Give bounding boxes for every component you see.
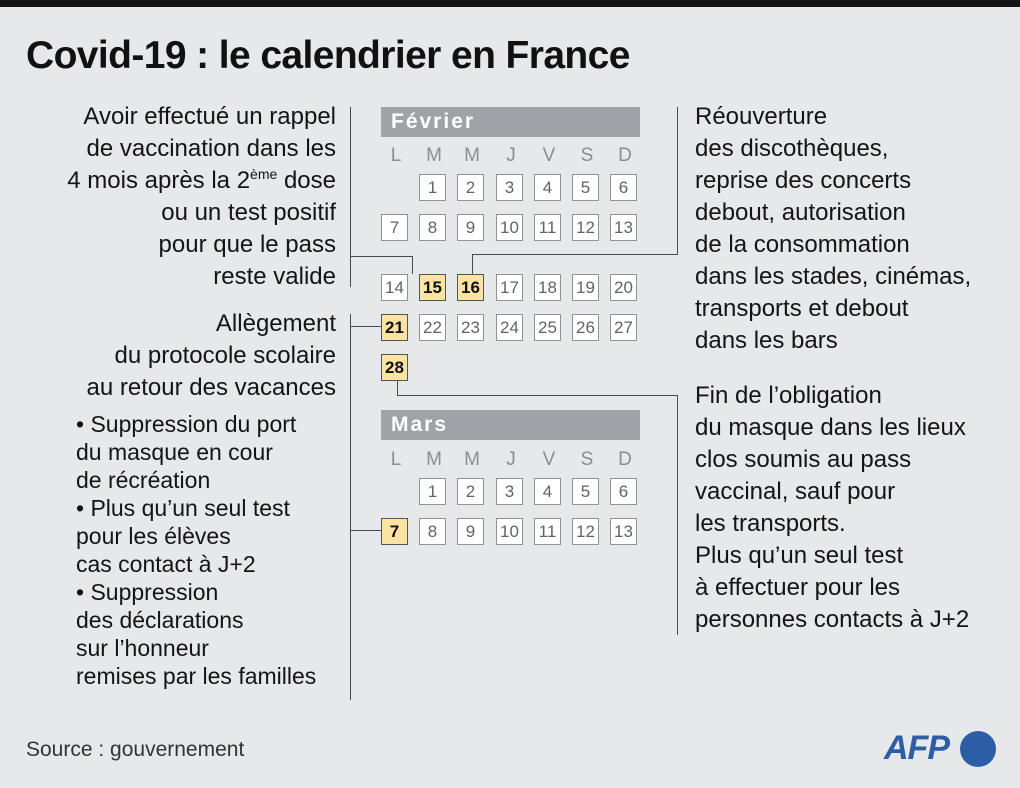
fevrier-day-16: 16 — [457, 274, 484, 301]
fevrier-weekday-6: D — [618, 145, 632, 166]
right-fin-line: du masque dans les lieux — [695, 414, 966, 441]
mars-weekday-3: J — [506, 449, 516, 470]
right-fin-line: les transports. — [695, 510, 846, 537]
mars-day-9: 9 — [457, 518, 484, 545]
fevrier-day-19: 19 — [572, 274, 599, 301]
fevrier-day-4: 4 — [534, 174, 561, 201]
fevrier-weekday-5: S — [580, 145, 594, 166]
mars-day-7: 7 — [381, 518, 408, 545]
right-fin-line: Fin de l’obligation — [695, 382, 882, 409]
source-note: Source : gouvernement — [26, 738, 245, 761]
mars-weekday-4: V — [542, 449, 556, 470]
fevrier-weekday-2: M — [464, 145, 480, 166]
rappel-line-5: pour que le pass — [158, 231, 336, 258]
allegement-bullet-line: des déclarations — [76, 607, 244, 633]
allegement-bullet-line: remises par les familles — [76, 663, 317, 689]
month-header-mars: Mars — [381, 410, 640, 440]
fevrier-day-25: 25 — [534, 314, 561, 341]
fevrier-weekday-4: V — [542, 145, 556, 166]
page-title: Covid-19 : le calendrier en France — [26, 34, 630, 77]
fevrier-day-26: 26 — [572, 314, 599, 341]
mars-weekday-6: D — [618, 449, 632, 470]
fevrier-day-8: 8 — [419, 214, 446, 241]
fevrier-weekday-3: J — [506, 145, 516, 166]
fevrier-day-12: 12 — [572, 214, 599, 241]
top-rule — [0, 0, 1020, 7]
fevrier-day-5: 5 — [572, 174, 599, 201]
mars-day-6: 6 — [610, 478, 637, 505]
right-reouverture-line: reprise des concerts — [695, 167, 912, 194]
month-header-fevrier: Février — [381, 107, 640, 137]
right-reouverture-line: dans les bars — [695, 327, 838, 354]
fevrier-day-18: 18 — [534, 274, 561, 301]
bracket-rappel — [350, 107, 351, 287]
fevrier-day-27: 27 — [610, 314, 637, 341]
fevrier-day-23: 23 — [457, 314, 484, 341]
allegement-bullet-line: de récréation — [76, 467, 211, 493]
mars-day-2: 2 — [457, 478, 484, 505]
allegement-bullet-line: pour les élèves — [76, 523, 231, 549]
right-reouverture-line: de la consommation — [695, 231, 910, 258]
fevrier-day-21: 21 — [381, 314, 408, 341]
mars-day-10: 10 — [496, 518, 523, 545]
right-reouverture-line: dans les stades, cinémas, — [695, 263, 972, 290]
bracket-reouverture — [677, 107, 678, 255]
connector-fin-v — [397, 381, 398, 396]
fevrier-day-15: 15 — [419, 274, 446, 301]
mars-day-13: 13 — [610, 518, 637, 545]
fevrier-day-22: 22 — [419, 314, 446, 341]
right-reouverture-line: Réouverture — [695, 103, 828, 130]
fevrier-day-24: 24 — [496, 314, 523, 341]
rappel-line-1: Avoir effectué un rappel — [83, 103, 336, 130]
right-fin-line: à effectuer pour les — [695, 574, 901, 601]
connector-mars-7 — [350, 530, 381, 531]
connector-reouverture-v — [472, 254, 473, 274]
right-reouverture-line: debout, autorisation — [695, 199, 906, 226]
allegement-bullet-line: sur l’honneur — [76, 635, 209, 661]
fevrier-day-13: 13 — [610, 214, 637, 241]
bracket-fin — [677, 395, 678, 635]
fevrier-day-6: 6 — [610, 174, 637, 201]
fevrier-day-11: 11 — [534, 214, 561, 241]
allegement-bullet-line: du masque en cour — [76, 439, 273, 465]
right-fin-line: vaccinal, sauf pour — [695, 478, 896, 505]
mars-weekday-2: M — [464, 449, 480, 470]
fevrier-day-28: 28 — [381, 354, 408, 381]
mars-weekday-5: S — [580, 449, 594, 470]
allegement-bullet-line: • Suppression du port — [76, 411, 297, 437]
right-fin-line: personnes contacts à J+2 — [695, 606, 970, 633]
fevrier-day-2: 2 — [457, 174, 484, 201]
right-fin-line: Plus qu’un seul test — [695, 542, 904, 569]
allegement-bullet-line: cas contact à J+2 — [76, 551, 256, 577]
allegement-line-2: du protocole scolaire — [114, 342, 336, 369]
allegement-bullet-line: • Suppression — [76, 579, 219, 605]
mars-weekday-0: L — [390, 449, 402, 470]
connector-allegement — [350, 326, 381, 327]
right-fin-line: clos soumis au pass — [695, 446, 912, 473]
fevrier-day-9: 9 — [457, 214, 484, 241]
connector-rappel-h — [350, 256, 412, 257]
rappel-line-6: reste valide — [213, 263, 336, 290]
rappel-line-2: de vaccination dans les — [86, 135, 336, 162]
connector-fin-h — [397, 395, 677, 396]
fevrier-day-1: 1 — [419, 174, 446, 201]
allegement-bullet-line: • Plus qu’un seul test — [76, 495, 290, 521]
fevrier-day-10: 10 — [496, 214, 523, 241]
rappel-line-3: 4 mois après la 2ème dose — [67, 166, 336, 194]
fevrier-day-7: 7 — [381, 214, 408, 241]
fevrier-day-17: 17 — [496, 274, 523, 301]
fevrier-day-14: 14 — [381, 274, 408, 301]
rappel-line-4: ou un test positif — [161, 199, 336, 226]
mars-day-4: 4 — [534, 478, 561, 505]
mars-day-5: 5 — [572, 478, 599, 505]
fevrier-day-3: 3 — [496, 174, 523, 201]
connector-rappel-v — [412, 256, 413, 274]
mars-day-8: 8 — [419, 518, 446, 545]
bracket-allegement — [350, 314, 351, 700]
fevrier-weekday-0: L — [390, 145, 402, 166]
allegement-line-3: au retour des vacances — [86, 374, 336, 401]
fevrier-day-20: 20 — [610, 274, 637, 301]
mars-day-3: 3 — [496, 478, 523, 505]
right-reouverture-line: des discothèques, — [695, 135, 889, 162]
mars-weekday-1: M — [426, 449, 442, 470]
fevrier-weekday-1: M — [426, 145, 442, 166]
mars-day-1: 1 — [419, 478, 446, 505]
mars-day-11: 11 — [534, 518, 561, 545]
allegement-line-1: Allègement — [215, 310, 336, 337]
connector-reouverture-h — [472, 254, 677, 255]
right-reouverture-line: transports et debout — [695, 295, 909, 322]
mars-day-12: 12 — [572, 518, 599, 545]
